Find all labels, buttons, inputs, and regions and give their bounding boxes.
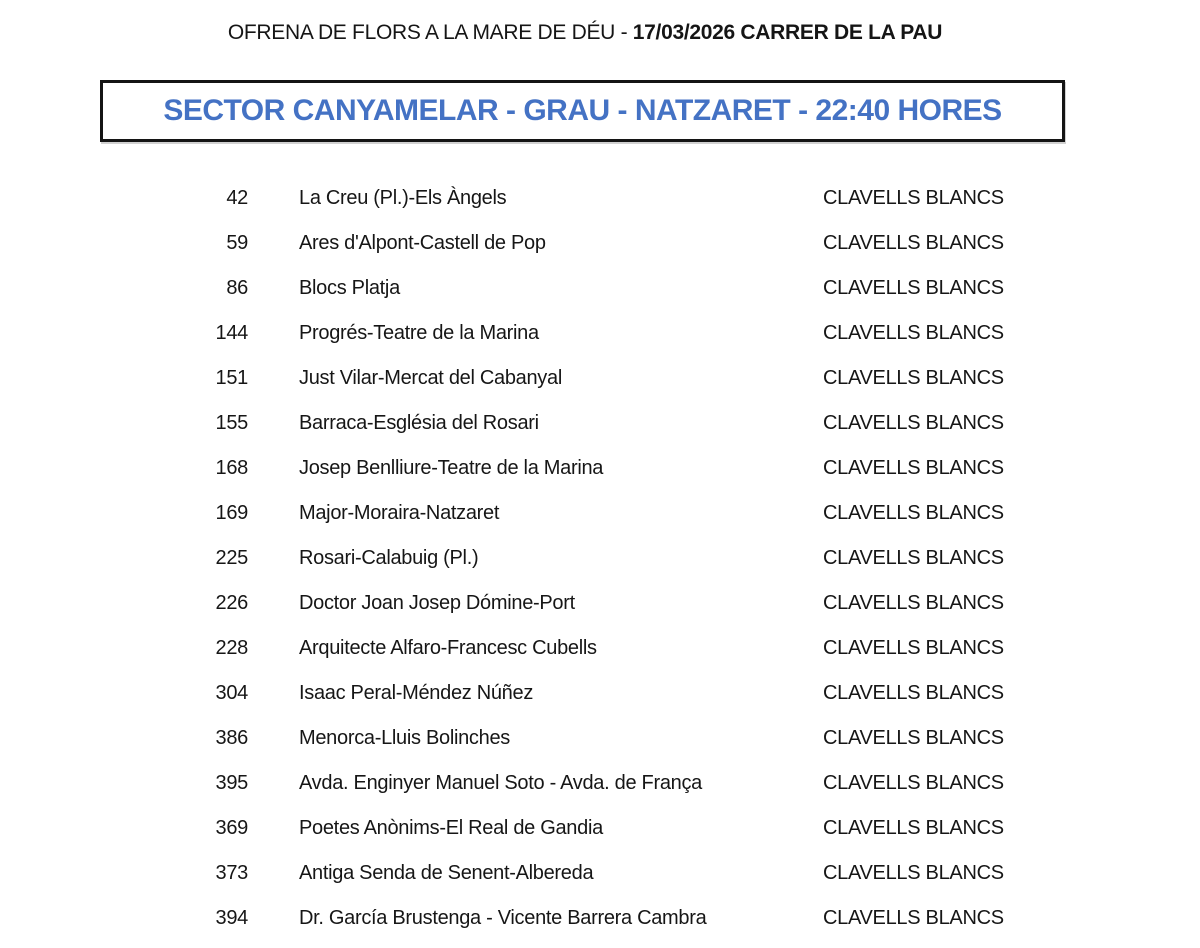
row-number: 386 (215, 727, 248, 749)
street-name: Doctor Joan Josep Dómine-Port (299, 592, 575, 614)
flower-type: CLAVELLS BLANCS (823, 457, 1004, 479)
flower-type: CLAVELLS BLANCS (823, 727, 1004, 749)
table-row (0, 851, 1200, 896)
street-name: Just Vilar-Mercat del Cabanyal (299, 367, 562, 389)
flower-type: CLAVELLS BLANCS (823, 502, 1004, 524)
sector-header-box (100, 80, 1065, 142)
table-row (0, 491, 1200, 536)
flower-type: CLAVELLS BLANCS (823, 322, 1004, 344)
table-row (0, 311, 1200, 356)
street-name: Rosari-Calabuig (Pl.) (299, 547, 479, 569)
flower-type: CLAVELLS BLANCS (823, 232, 1004, 254)
street-name: Poetes Anònims-El Real de Gandia (299, 817, 603, 839)
flower-type: CLAVELLS BLANCS (823, 412, 1004, 434)
sector-header-text: SECTOR CANYAMELAR - GRAU - NATZARET - 22:40 HORES (163, 94, 1002, 127)
document-title (0, 21, 1170, 45)
row-number: 42 (226, 187, 248, 209)
table-row (0, 266, 1200, 311)
row-number: 225 (215, 547, 248, 569)
row-number: 373 (215, 862, 248, 884)
table-row (0, 221, 1200, 266)
flower-type: CLAVELLS BLANCS (823, 547, 1004, 569)
street-name: Progrés-Teatre de la Marina (299, 322, 539, 344)
street-name: Blocs Platja (299, 277, 400, 299)
row-number: 59 (226, 232, 248, 254)
table-row (0, 536, 1200, 581)
row-number: 226 (215, 592, 248, 614)
table-row (0, 401, 1200, 446)
street-name: Avda. Enginyer Manuel Soto - Avda. de França (299, 772, 702, 794)
table-row (0, 716, 1200, 761)
row-number: 169 (215, 502, 248, 524)
row-number: 155 (215, 412, 248, 434)
street-name: Ares d'Alpont-Castell de Pop (299, 232, 546, 254)
flower-offering-list (0, 176, 1200, 941)
table-row (0, 671, 1200, 716)
table-row (0, 581, 1200, 626)
row-number: 144 (215, 322, 248, 344)
flower-type: CLAVELLS BLANCS (823, 907, 1004, 929)
row-number: 151 (215, 367, 248, 389)
row-number: 395 (215, 772, 248, 794)
street-name: Antiga Senda de Senent-Albereda (299, 862, 594, 884)
flower-type: CLAVELLS BLANCS (823, 682, 1004, 704)
row-number: 304 (215, 682, 248, 704)
row-number: 228 (215, 637, 248, 659)
table-row (0, 176, 1200, 221)
street-name: La Creu (Pl.)-Els Àngels (299, 187, 507, 209)
street-name: Menorca-Lluis Bolinches (299, 727, 510, 749)
row-number: 86 (226, 277, 248, 299)
flower-type: CLAVELLS BLANCS (823, 817, 1004, 839)
street-name: Barraca-Església del Rosari (299, 412, 539, 434)
table-row (0, 356, 1200, 401)
table-row (0, 896, 1200, 941)
table-row (0, 446, 1200, 491)
street-name: Dr. García Brustenga - Vicente Barrera Cambra (299, 907, 707, 929)
table-row (0, 806, 1200, 851)
street-name: Major-Moraira-Natzaret (299, 502, 500, 524)
flower-type: CLAVELLS BLANCS (823, 367, 1004, 389)
row-number: 394 (215, 907, 248, 929)
street-name: Arquitecte Alfaro-Francesc Cubells (299, 637, 597, 659)
flower-type: CLAVELLS BLANCS (823, 592, 1004, 614)
street-name: Isaac Peral-Méndez Núñez (299, 682, 534, 704)
street-name: Josep Benlliure-Teatre de la Marina (299, 457, 604, 479)
flower-type: CLAVELLS BLANCS (823, 187, 1004, 209)
row-number: 369 (215, 817, 248, 839)
flower-type: CLAVELLS BLANCS (823, 862, 1004, 884)
document-title-regular: OFRENA DE FLORS A LA MARE DE DÉU - (227, 21, 633, 44)
table-row (0, 761, 1200, 806)
flower-type: CLAVELLS BLANCS (823, 637, 1004, 659)
flower-type: CLAVELLS BLANCS (823, 772, 1004, 794)
table-row (0, 626, 1200, 671)
document-title-bold: 17/03/2026 CARRER DE LA PAU (632, 21, 943, 44)
flower-type: CLAVELLS BLANCS (823, 277, 1004, 299)
row-number: 168 (215, 457, 248, 479)
